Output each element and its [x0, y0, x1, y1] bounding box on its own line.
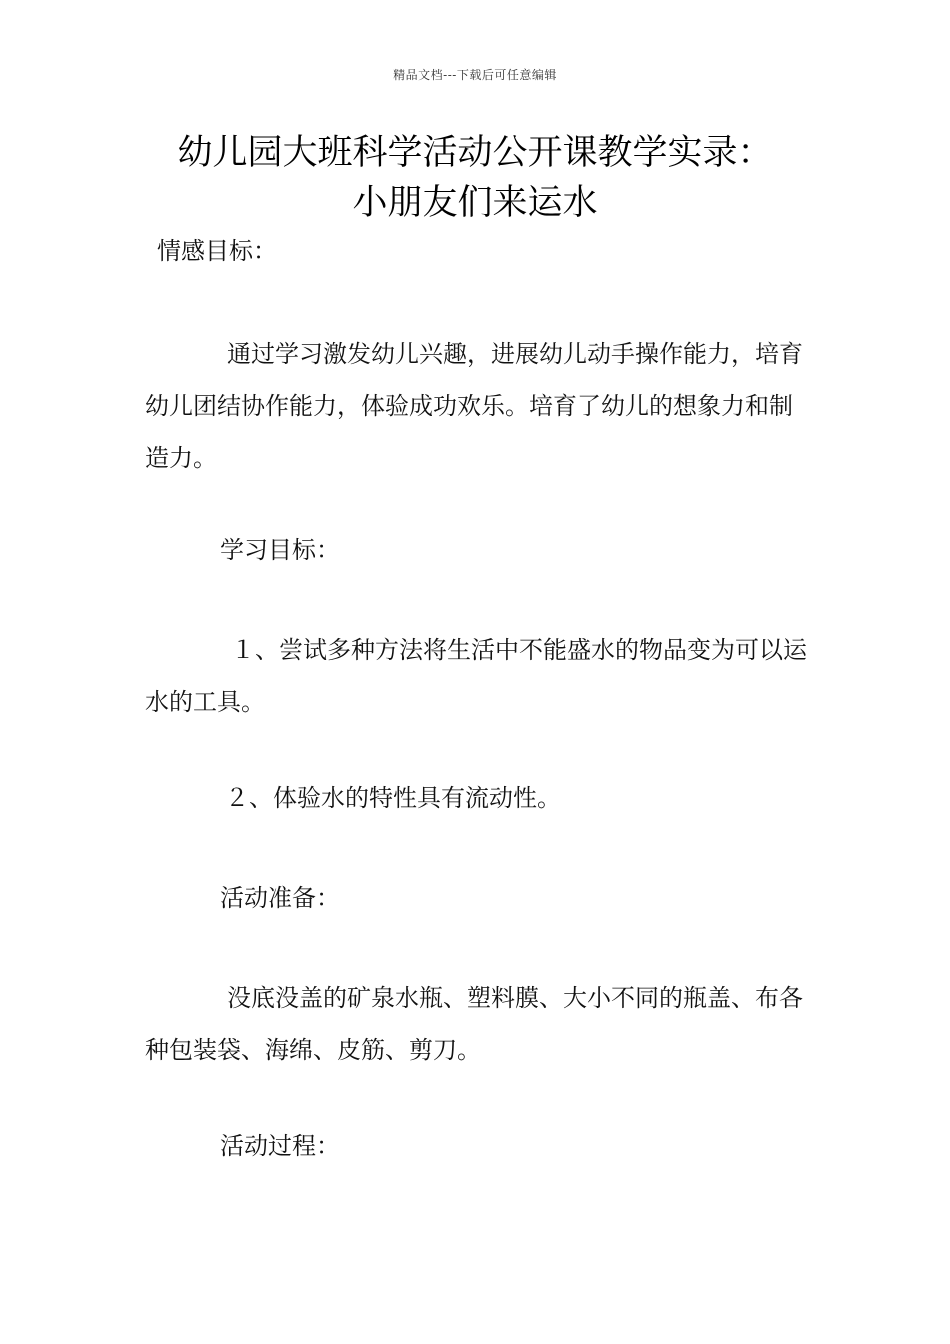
study-goal-heading: 学习目标： [220, 536, 340, 564]
activity-prep-paragraph: 没底没盖的矿泉水瓶、塑料膜、大小不同的瓶盖、布各种包装袋、海绵、皮筋、剪刀。 [145, 984, 803, 1064]
study-goal-item-2: ２、体验水的特性具有流动性。 [225, 784, 561, 812]
title-line-1: 幼儿园大班科学活动公开课教学实录： [177, 133, 773, 173]
title-line-2: 小朋友们来运水 [352, 183, 598, 223]
emotion-goal-paragraph: 通过学习激发幼儿兴趣，进展幼儿动手操作能力，培育幼儿团结协作能力，体验成功欢乐。培育了幼儿的想象力和制造力。 [145, 340, 803, 472]
emotion-goal-heading: 情感目标： [157, 237, 277, 265]
activity-prep-heading: 活动准备： [220, 884, 340, 912]
activity-process-heading: 活动过程： [220, 1132, 340, 1160]
document-title [0, 128, 950, 228]
study-goal-item-1: １、尝试多种方法将生活中不能盛水的物品变为可以运水的工具。 [145, 636, 807, 716]
header-note: 精品文档---下载后可任意编辑 [393, 68, 557, 82]
